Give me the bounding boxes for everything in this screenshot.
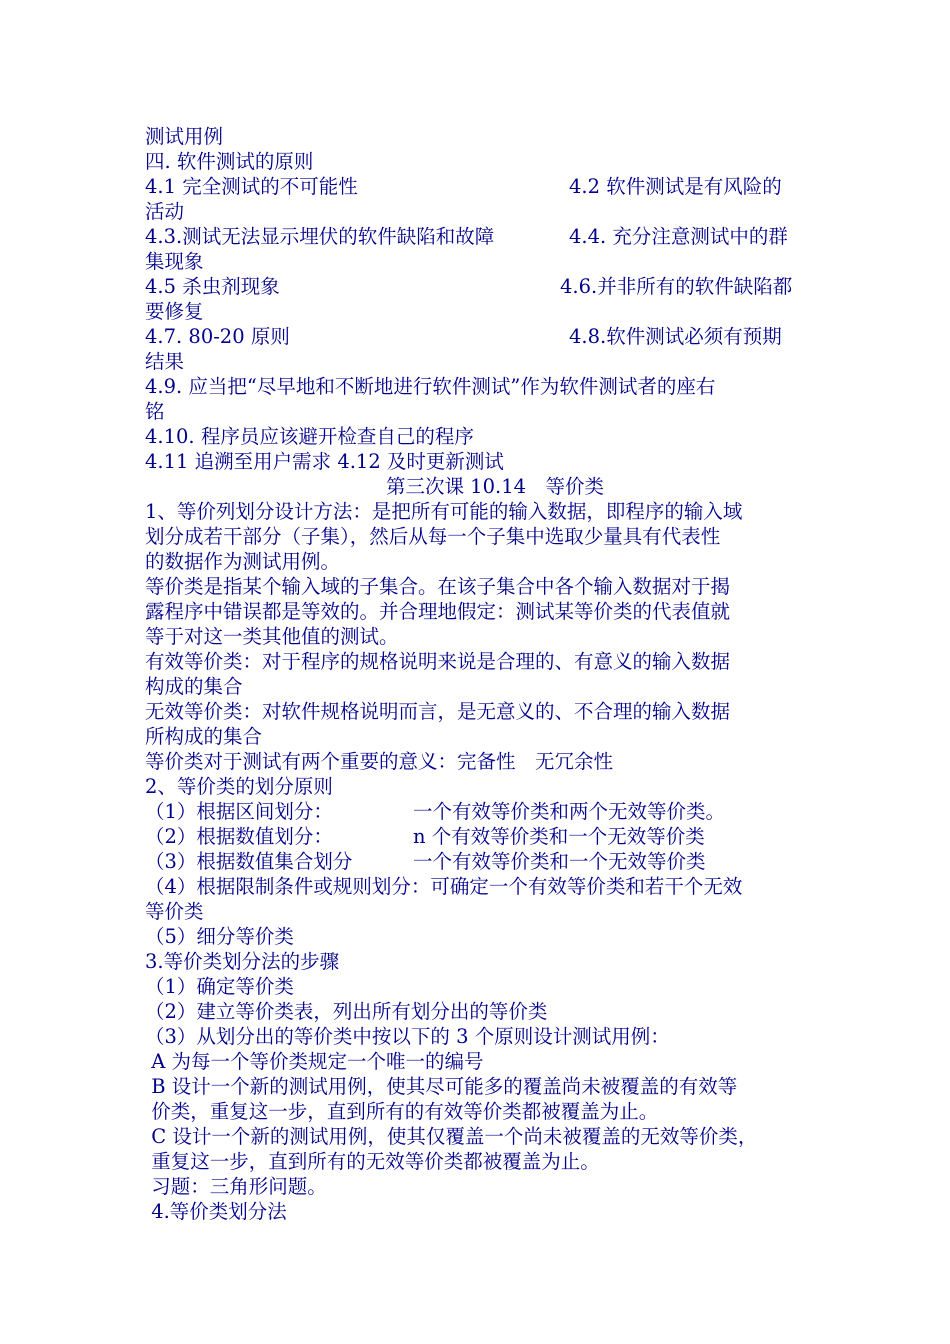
text-line: 等于对这一类其他值的测试。 [145,625,399,648]
text-line: 构成的集合 [145,675,243,698]
two-column-line [145,274,845,299]
principle-item: 4.5 杀虫剂现象 [145,275,280,298]
text-line: 等价类 [145,900,204,923]
lesson-title: 第三次课 10.14 等价类 [385,475,605,498]
text-line: 结果 [145,350,185,373]
text-line: 测试用例 [145,125,224,148]
rule-name: （1）根据区间划分： [145,800,333,823]
text-line: 所构成的集合 [145,725,263,748]
principle-item: 4.3.测试无法显示埋伏的软件缺陷和故障 [145,225,495,248]
text-line: （5）细分等价类 [145,925,294,948]
text-line: （4）根据限制条件或规则划分：可确定一个有效等价类和若干个无效 [145,875,743,898]
document-page [145,124,845,1224]
principle-item: 4.6.并非所有的软件缺陷都 [560,275,793,298]
text-line: （2）建立等价类表，列出所有划分出的等价类 [145,1000,548,1023]
text-line: （1）确定等价类 [145,975,294,998]
text-line: 重复这一步，直到所有的无效等价类都被覆盖为止。 [145,1150,600,1173]
rule-row [145,849,845,874]
text-line: 划分成若干部分（子集），然后从每一个子集中选取少量具有代表性 [145,525,721,548]
rule-name: （3）根据数值集合划分 [145,850,353,873]
text-line: 价类，重复这一步，直到所有的有效等价类都被覆盖为止。 [145,1100,659,1123]
text-line: （3）从划分出的等价类中按以下的 3 个原则设计测试用例： [145,1025,670,1048]
principle-item: 4.7. 80-20 原则 [145,325,290,348]
principle-item: 4.1 完全测试的不可能性 [145,175,358,198]
text-line: A 为每一个等价类规定一个唯一的编号 [145,1050,484,1073]
text-line: B 设计一个新的测试用例，使其尽可能多的覆盖尚未被覆盖的有效等 [145,1075,738,1098]
text-line: C 设计一个新的测试用例，使其仅覆盖一个尚未被覆盖的无效等价类， [145,1125,758,1148]
section-heading: 四. 软件测试的原则 [145,150,314,173]
two-column-line [145,174,845,199]
section-heading: 2、等价类的划分原则 [145,775,333,798]
two-column-line [145,324,845,349]
text-line: 等价类是指某个输入域的子集合。在该子集合中各个输入数据对于揭 [145,575,731,598]
text-line: 集现象 [145,250,204,273]
text-line: 4.等价类划分法 [145,1200,287,1223]
rule-row [145,799,845,824]
text-line: 铭 [145,400,165,423]
principle-item: 4.8.软件测试必须有预期 [569,325,782,348]
rule-row [145,824,845,849]
text-line: 露程序中错误都是等效的。并合理地假定：测试某等价类的代表值就 [145,600,731,623]
text-line: 要修复 [145,300,204,323]
principle-item: 4.4. 充分注意测试中的群 [569,225,788,248]
rule-result: n 个有效等价类和一个无效等价类 [413,825,705,848]
text-line: 4.11 追溯至用户需求 4.12 及时更新测试 [145,450,504,473]
text-line: 有效等价类：对于程序的规格说明来说是合理的、有意义的输入数据 [145,650,731,673]
rule-name: （2）根据数值划分： [145,825,333,848]
two-column-line [145,224,845,249]
text-line: 1、等价列划分设计方法：是把所有可能的输入数据，即程序的输入域 [145,500,743,523]
text-line: 活动 [145,200,185,223]
section-heading: 3.等价类划分法的步骤 [145,950,340,973]
text-line: 的数据作为测试用例。 [145,550,341,573]
text-line: 无效等价类：对软件规格说明而言，是无意义的、不合理的输入数据 [145,700,731,723]
text-line: 习题：三角形问题。 [145,1175,327,1198]
text-line: 等价类对于测试有两个重要的意义：完备性 无冗余性 [145,750,614,773]
text-line: 4.10. 程序员应该避开检查自己的程序 [145,425,474,448]
principle-item: 4.2 软件测试是有风险的 [569,175,782,198]
text-line: 4.9. 应当把“尽早地和不断地进行软件测试”作为软件测试者的座右 [145,375,716,398]
rule-result: 一个有效等价类和一个无效等价类 [413,850,706,873]
rule-result: 一个有效等价类和两个无效等价类。 [413,800,726,823]
